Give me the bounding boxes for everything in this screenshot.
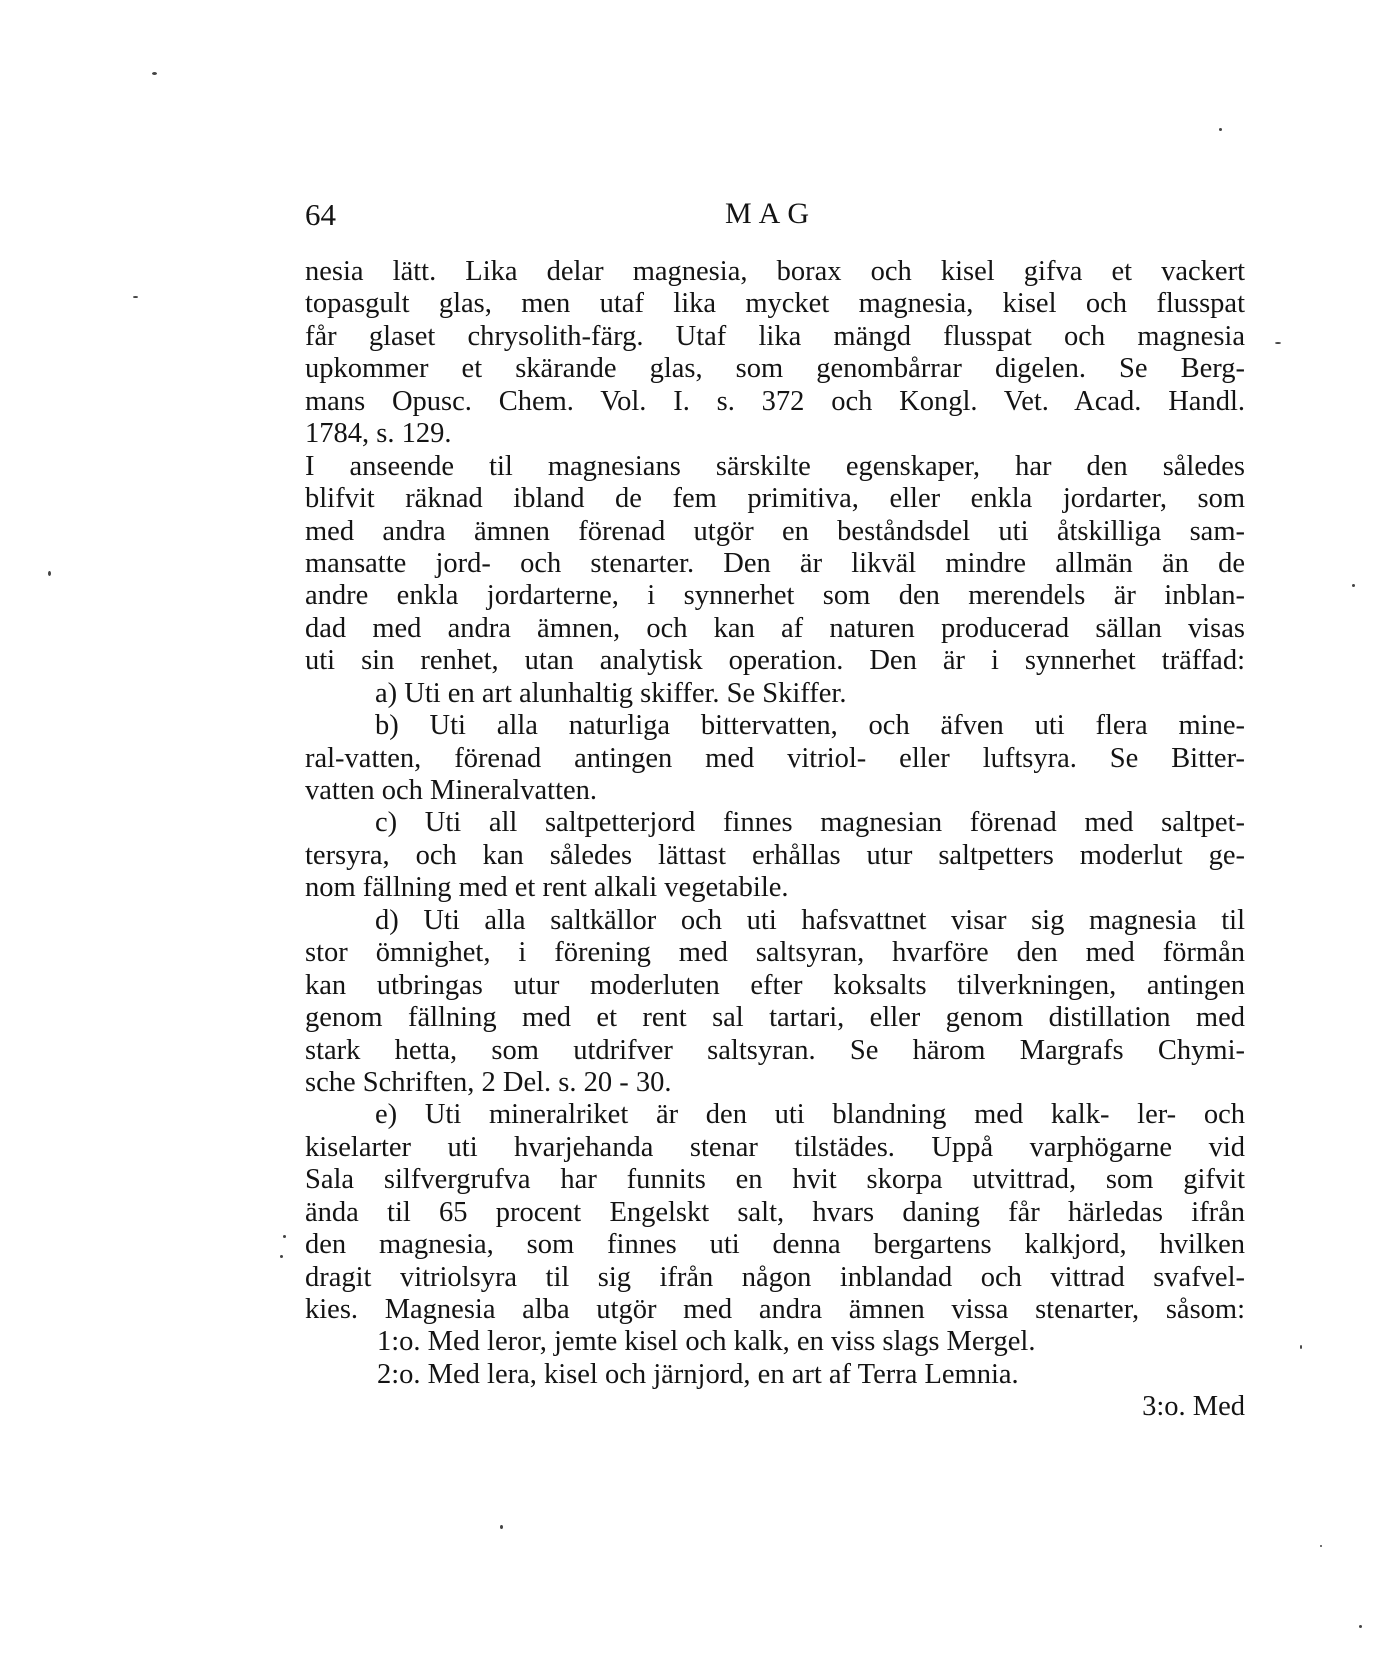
text-line: kies. Magnesia alba utgör med andra ämnen vissa stenarter, såsom: xyxy=(305,1294,1245,1325)
running-head: MAG xyxy=(725,197,817,230)
text-line: genom fällning med et rent sal tartari, eller genom distillation med xyxy=(305,1002,1245,1034)
text-line: tersyra, och kan således lättast erhållas utur saltpetters moderlut ge- xyxy=(305,839,1245,871)
text-line: med andra ämnen förenad utgör en beståndsdel uti åtskilliga sam- xyxy=(305,515,1245,547)
text-line: andre enkla jordarterne, i synnerhet som den merendels är inblan- xyxy=(305,580,1245,612)
body-text xyxy=(305,256,1245,1424)
text-line: kiselarter uti hvarjehanda stenar tilstädes. Uppå varphögarne vid xyxy=(305,1131,1245,1163)
paper-speck xyxy=(1219,128,1222,131)
text-line: mans Opusc. Chem. Vol. I. s. 372 och Kongl. Vet. Acad. Handl. xyxy=(305,385,1245,417)
paper-speck xyxy=(133,296,138,298)
paper-speck xyxy=(1352,584,1355,587)
text-line: d) Uti alla saltkällor och uti hafsvattnet visar sig magnesia til xyxy=(375,904,1245,936)
paper-speck xyxy=(1320,1545,1322,1547)
text-line: mansatte jord- och stenarter. Den är likväl mindre allmän än de xyxy=(305,547,1245,579)
paper-speck xyxy=(500,1525,503,1529)
paper-speck xyxy=(48,571,51,576)
text-line: c) Uti all saltpetterjord finnes magnesian förenad med saltpet- xyxy=(375,807,1245,839)
page-header xyxy=(305,197,1245,237)
text-line: 1:o. Med leror, jemte kisel och kalk, en viss slags Mergel. xyxy=(377,1326,1036,1358)
paper-speck xyxy=(1275,342,1281,344)
text-line: får glaset chrysolith-färg. Utaf lika mängd flusspat och magnesia xyxy=(305,320,1245,352)
text-line: dad med andra ämnen, och kan af naturen producerad sällan visas xyxy=(305,612,1245,644)
text-line: topasgult glas, men utaf lika mycket magnesia, kisel och flusspat xyxy=(305,288,1245,320)
paper-speck xyxy=(280,1255,283,1258)
text-line: sche Schriften, 2 Del. s. 20 - 30. xyxy=(305,1066,672,1098)
text-line: ral-vatten, förenad antingen med vitriol- eller luftsyra. Se Bitter- xyxy=(305,742,1245,774)
text-line: 2:o. Med lera, kisel och järnjord, en art af Terra Lemnia. xyxy=(377,1358,1019,1390)
text-line: e) Uti mineralriket är den uti blandning med kalk- ler- och xyxy=(375,1099,1245,1131)
paper-speck xyxy=(283,1235,286,1238)
text-line: Sala silfvergrufva har funnits en hvit skorpa utvittrad, som gifvit xyxy=(305,1164,1245,1196)
paper-speck xyxy=(1300,1345,1302,1349)
catchword: 3:o. Med xyxy=(1142,1391,1245,1423)
page-number: 64 xyxy=(305,197,336,232)
text-line: nesia lätt. Lika delar magnesia, borax och kisel gifva et vackert xyxy=(305,256,1245,287)
text-line: kan utbringas utur moderluten efter koksalts tilverkningen, antingen xyxy=(305,969,1245,1001)
text-line: ända til 65 procent Engelskt salt, hvars daning får härledas ifrån xyxy=(305,1196,1245,1228)
text-line: dragit vitriolsyra til sig ifrån någon inblandad och vittrad svafvel- xyxy=(305,1261,1245,1293)
text-line: stark hetta, som utdrifver saltsyran. Se härom Margrafs Chymi- xyxy=(305,1034,1245,1066)
text-line: blifvit räknad ibland de fem primitiva, eller enkla jordarter, som xyxy=(305,483,1245,515)
text-line: den magnesia, som finnes uti denna bergartens kalkjord, hvilken xyxy=(305,1229,1245,1261)
text-line: a) Uti en art alunhaltig skiffer. Se Skiffer. xyxy=(375,677,847,709)
text-line: nom fällning med et rent alkali vegetabile. xyxy=(305,872,789,904)
text-line: vatten och Mineralvatten. xyxy=(305,775,598,806)
text-line: uti sin renhet, utan analytisk operation. Den är i synnerhet träffad: xyxy=(305,645,1245,677)
paper-speck xyxy=(152,72,157,75)
text-line: upkommer et skärande glas, som genombårrar digelen. Se Berg- xyxy=(305,353,1245,385)
text-line: I anseende til magnesians särskilte egenskaper, har den således xyxy=(305,450,1245,482)
text-line: stor ömnighet, i förening med saltsyran, hvarföre den med förmån xyxy=(305,937,1245,969)
paper-speck xyxy=(1359,1625,1362,1628)
text-line: 1784, s. 129. xyxy=(305,418,452,450)
text-line: b) Uti alla naturliga bittervatten, och äfven uti flera mine- xyxy=(375,710,1245,742)
